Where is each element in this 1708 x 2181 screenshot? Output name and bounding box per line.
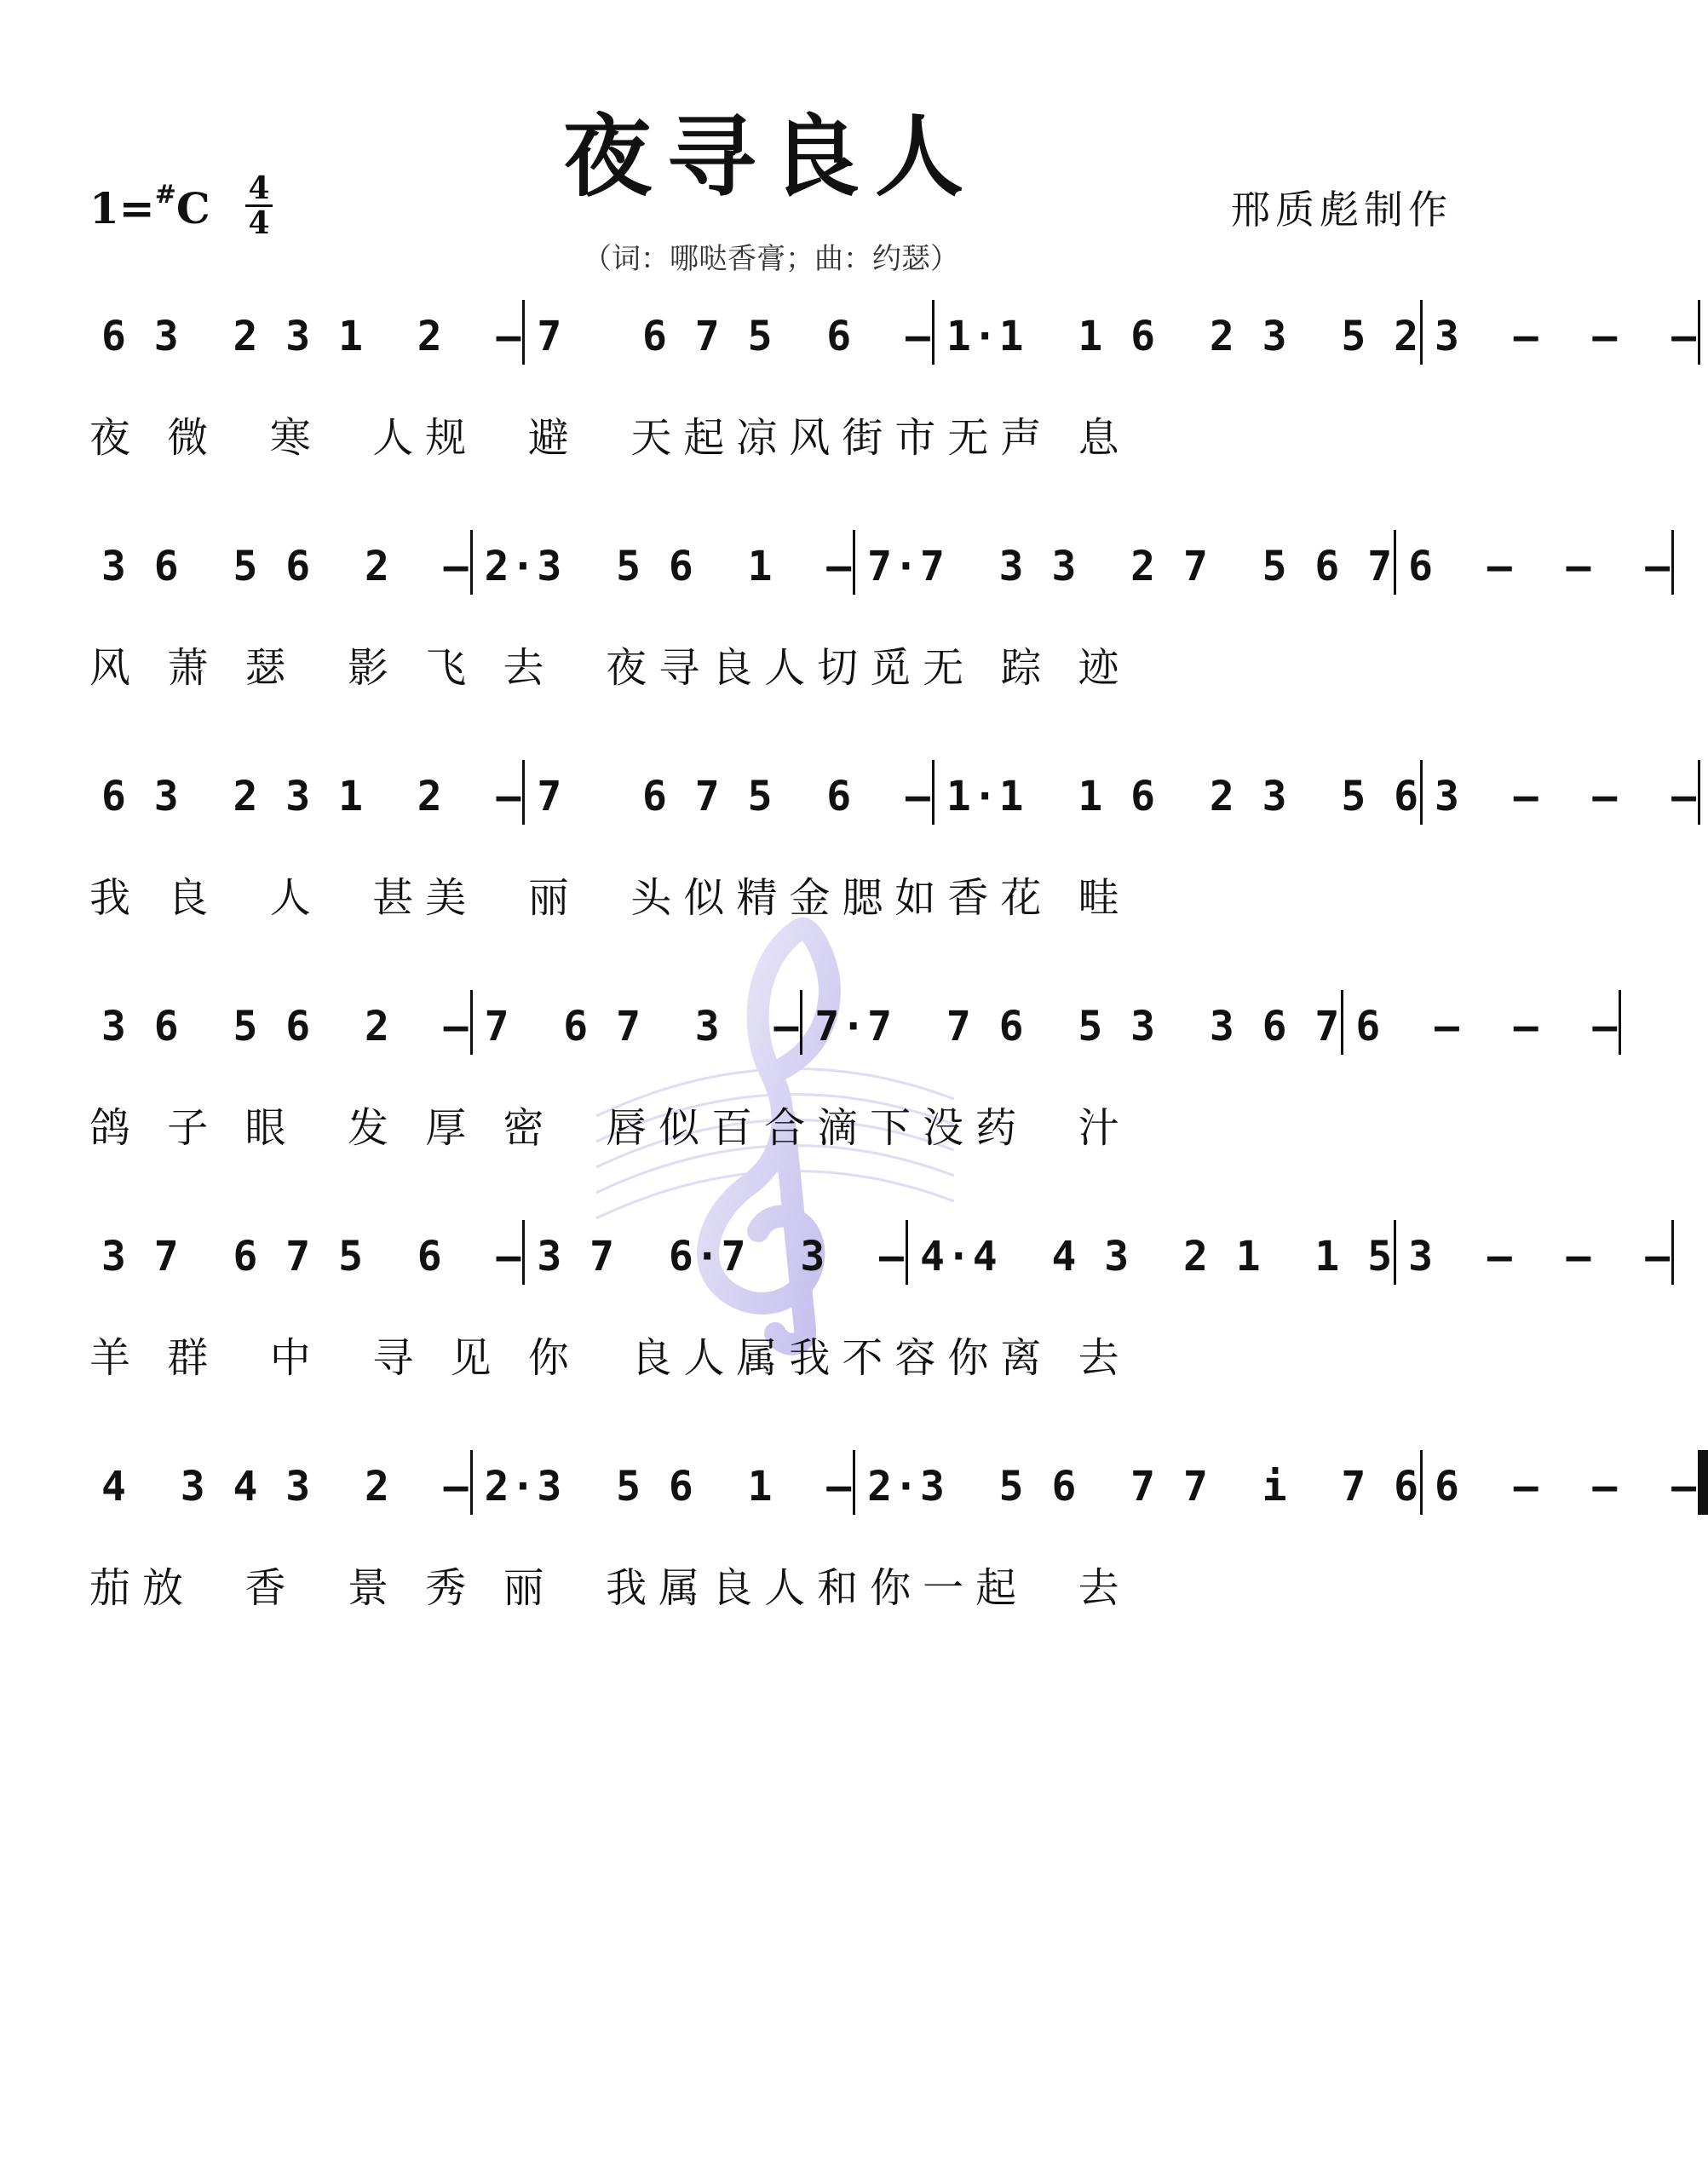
notes: 4·4 4 3 2 1 1 5 xyxy=(919,1233,1395,1280)
bar-line xyxy=(1671,530,1674,595)
measure xyxy=(1396,537,1671,596)
score-system-6 xyxy=(89,1457,1699,1516)
notes: 3 6 5 6 2 – xyxy=(101,543,470,590)
notes: 6 – – – xyxy=(1435,1463,1699,1511)
notes: 3 6 5 6 2 – xyxy=(101,1003,470,1050)
time-denominator: 4 xyxy=(248,205,270,241)
measure xyxy=(525,1227,906,1286)
measure xyxy=(89,1457,470,1516)
notes: 6 – – – xyxy=(1355,1003,1619,1050)
notes: 4 3 4 3 2 – xyxy=(101,1463,470,1511)
lyricist-composer-credit: （词：哪哒香膏；曲：约瑟） xyxy=(583,242,959,276)
lyrics-line-1: 夜 微 寒 人规 避 天起凉风街市无声 息 xyxy=(89,414,1131,462)
measure xyxy=(525,767,931,826)
key-label: 1= xyxy=(89,183,155,233)
notes: 7·7 3 3 2 7 5 6 7 xyxy=(867,543,1395,590)
notes: 3 7 6·7 3 – xyxy=(537,1233,906,1280)
measure xyxy=(89,537,470,596)
notes: 7 6 7 3 – xyxy=(484,1003,801,1050)
measure xyxy=(473,537,854,596)
measure xyxy=(89,1227,522,1286)
measure xyxy=(855,1457,1420,1516)
measure xyxy=(89,767,522,826)
notes: 7 6 7 5 6 – xyxy=(537,313,932,360)
notes: 3 – – – xyxy=(1435,773,1699,820)
measure xyxy=(473,997,801,1056)
notes: 2·3 5 6 7 7 i 7 6 xyxy=(867,1463,1421,1511)
measure xyxy=(935,307,1420,366)
score-system-1 xyxy=(89,307,1699,366)
bar-line xyxy=(1698,760,1700,825)
measure xyxy=(935,767,1420,826)
measure xyxy=(89,997,470,1056)
lyrics-line-3: 我 良 人 甚美 丽 头似精金腮如香花 畦 xyxy=(89,874,1131,922)
measure xyxy=(89,307,522,366)
score-system-2 xyxy=(89,537,1672,596)
measure xyxy=(473,1457,854,1516)
bar-line xyxy=(1671,1220,1674,1285)
notes: 1·1 1 6 2 3 5 6 xyxy=(946,773,1421,820)
time-signature xyxy=(242,172,276,239)
notes: 7·7 7 6 5 3 3 6 7 xyxy=(814,1003,1342,1050)
notes: 3 – – – xyxy=(1435,313,1699,360)
measure xyxy=(802,997,1341,1056)
sharp-sign: # xyxy=(154,180,176,210)
score-system-4 xyxy=(89,997,1619,1056)
notes: 3 – – – xyxy=(1408,1233,1672,1280)
notes: 7 6 7 5 6 – xyxy=(537,773,932,820)
measure xyxy=(1423,767,1698,826)
measure xyxy=(1343,997,1619,1056)
lyrics-line-6: 茄放 香 景 秀 丽 我属良人和你一起 去 xyxy=(89,1564,1131,1612)
bar-line xyxy=(1619,990,1621,1055)
time-numerator: 4 xyxy=(248,170,270,206)
notes: 2·3 5 6 1 – xyxy=(484,543,854,590)
song-title: 夜寻良人 xyxy=(562,104,979,209)
measure xyxy=(1423,1457,1698,1516)
key-signature xyxy=(89,180,210,233)
arranger-credit: 邢质彪制作 xyxy=(1231,187,1452,233)
measure xyxy=(1396,1227,1671,1286)
measure xyxy=(525,307,931,366)
lyrics-line-5: 羊 群 中 寻 见 你 良人属我不容你离 去 xyxy=(89,1334,1131,1382)
measure xyxy=(1423,307,1698,366)
notes: 6 3 2 3 1 2 – xyxy=(101,773,523,820)
measure xyxy=(855,537,1394,596)
score-system-5 xyxy=(89,1227,1672,1286)
score-system-3 xyxy=(89,767,1699,826)
bar-line xyxy=(1698,300,1700,365)
key-note: C xyxy=(175,183,210,233)
notes: 1·1 1 6 2 3 5 2 xyxy=(946,313,1421,360)
notes: 6 3 2 3 1 2 – xyxy=(101,313,523,360)
measure xyxy=(908,1227,1394,1286)
notes: 2·3 5 6 1 – xyxy=(484,1463,854,1511)
final-bar-line xyxy=(1698,1450,1708,1515)
notes: 3 7 6 7 5 6 – xyxy=(101,1233,523,1280)
lyrics-line-4: 鸽 子 眼 发 厚 密 唇似百合滴下没药 汁 xyxy=(89,1104,1131,1152)
lyrics-line-2: 风 萧 瑟 影 飞 去 夜寻良人切觅无 踪 迹 xyxy=(89,644,1131,692)
notes: 6 – – – xyxy=(1408,543,1672,590)
